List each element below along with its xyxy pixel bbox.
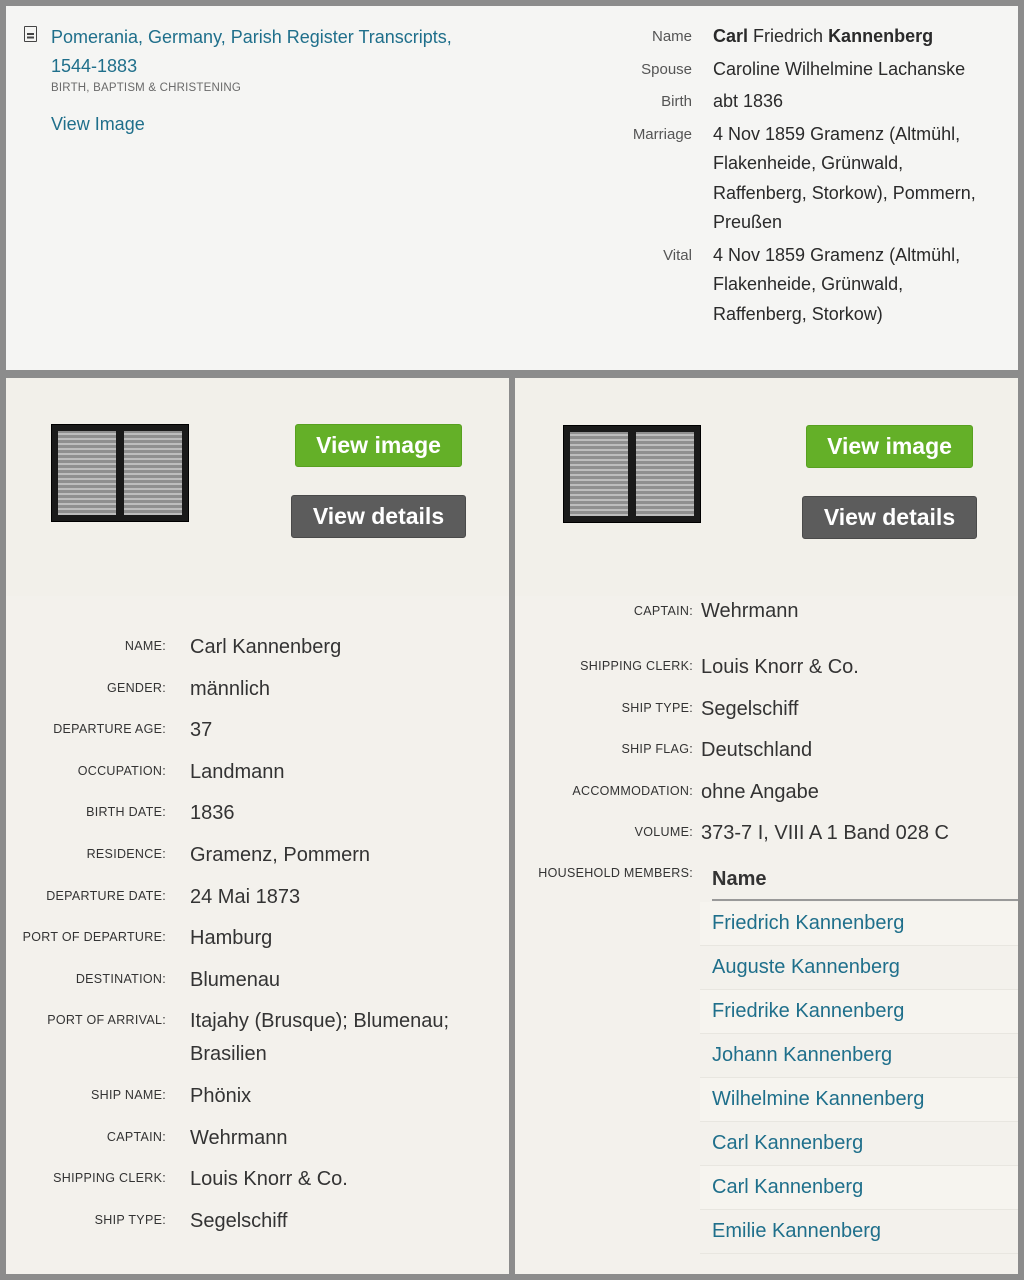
household-members-label: HOUSEHOLD MEMBERS: — [538, 866, 693, 880]
row-value: männlich — [190, 677, 271, 700]
row-label: OCCUPATION: — [77, 763, 166, 778]
row-label: SHIP FLAG: — [621, 742, 693, 756]
row-value: Wehrmann — [190, 1126, 288, 1149]
row-value: Carl Kannenberg — [190, 636, 342, 658]
row-value: Louis Knorr & Co. — [190, 1168, 348, 1191]
view-image-link[interactable]: View Image — [51, 114, 145, 134]
fact-value: 4 Nov 1859 Gramenz (Altmühl, Flakenheide, Grünwald, Raffenberg, Storkow), Pommern, Preußen — [713, 123, 976, 232]
row-label: SHIP TYPE: — [94, 1212, 166, 1227]
row-value: 1836 — [190, 802, 235, 825]
row-value: Louis Knorr & Co. — [701, 656, 859, 678]
name-first: Carl — [713, 26, 749, 46]
row-label: GENDER: — [106, 680, 166, 695]
row-label: RESIDENCE: — [86, 847, 166, 861]
row-label: DESTINATION: — [75, 971, 166, 986]
row-label: SHIP NAME: — [90, 1088, 166, 1102]
household-member-link[interactable]: Carl Kannenberg — [700, 1166, 1018, 1210]
row-label: SHIPPING CLERK: — [580, 659, 693, 673]
row-value: ohne Angabe — [701, 780, 819, 803]
row-label: DEPARTURE DATE: — [46, 888, 166, 903]
fact-value: abt 1836 — [713, 91, 784, 111]
row-label: VOLUME: — [634, 825, 693, 839]
name-middle: Friedrich — [753, 26, 824, 46]
collection-category: BIRTH, BAPTISM & CHRISTENING — [51, 82, 242, 94]
household-member-link[interactable]: Carl Kannenberg — [700, 1122, 1018, 1166]
fact-spouse — [572, 59, 1012, 85]
fact-label: Birth — [661, 93, 692, 110]
document-icon — [24, 26, 37, 42]
parish-register-record — [6, 6, 1018, 370]
row-label: ACCOMMODATION: — [572, 783, 693, 798]
household-name-header: Name — [712, 868, 1018, 901]
row-value: Deutschland — [701, 739, 813, 761]
row-value: Segelschiff — [190, 1209, 288, 1232]
row-value: Blumenau — [190, 968, 281, 991]
household-member-link[interactable]: Johann Kannenberg — [700, 1034, 1018, 1078]
fact-label: Marriage — [632, 125, 692, 143]
row-value: 373-7 I, VIII A 1 Band 028 C — [701, 822, 949, 844]
row-value: Landmann — [190, 760, 285, 783]
fact-vital — [572, 245, 1012, 330]
fact-marriage — [572, 124, 1012, 238]
row-value: Hamburg — [190, 927, 273, 950]
household-member-link[interactable]: Friedrike Kannenberg — [700, 990, 1018, 1034]
row-label: PORT OF ARRIVAL: — [47, 1013, 166, 1028]
view-details-button[interactable]: View details — [291, 495, 466, 538]
view-details-button[interactable]: View details — [802, 496, 977, 539]
row-value: Phönix — [190, 1085, 252, 1107]
record-image-thumbnail[interactable] — [51, 424, 189, 522]
row-label: SHIPPING CLERK: — [53, 1171, 166, 1186]
emigration-record-left — [6, 378, 509, 1274]
household-member-link[interactable]: Friedrich Kannenberg — [700, 902, 1018, 946]
row-value: Wehrmann — [701, 600, 799, 622]
row-label: NAME: — [124, 639, 166, 653]
fact-value: Caroline Wilhelmine Lachanske — [713, 58, 966, 79]
clipped-row — [515, 600, 1018, 628]
row-label: SHIP TYPE: — [621, 700, 693, 715]
fact-label: Name — [651, 28, 692, 45]
row-label: CAPTAIN: — [106, 1129, 166, 1144]
row-label: BIRTH DATE: — [86, 805, 166, 820]
name-last: Kannenberg — [828, 26, 934, 46]
household-members-list — [700, 902, 1018, 1254]
row-value: 24 Mai 1873 — [190, 885, 301, 908]
fact-label: Spouse — [641, 60, 692, 78]
row-label: PORT OF DEPARTURE: — [22, 930, 166, 945]
emigration-record-right — [515, 378, 1018, 1274]
row-value: Segelschiff — [701, 697, 799, 720]
row-value: 37 — [190, 719, 213, 742]
fact-name — [572, 26, 1012, 52]
collection-title-link[interactable]: Pomerania, Germany, Parish Register Transcripts, 1544-1883 — [51, 27, 452, 76]
household-member-link[interactable]: Auguste Kannenberg — [700, 946, 1018, 990]
fact-value — [713, 22, 998, 52]
fact-value: 4 Nov 1859 Gramenz (Altmühl, Flakenheide, Grünwald, Raffenberg, Storkow) — [713, 244, 961, 324]
view-image-button[interactable]: View image — [806, 425, 973, 468]
row-label: DEPARTURE AGE: — [53, 722, 166, 737]
row-label: CAPTAIN: — [633, 604, 693, 618]
view-image-button[interactable]: View image — [295, 424, 462, 467]
fact-label: Vital — [663, 246, 692, 264]
fact-birth — [572, 91, 1012, 117]
record-facts — [572, 26, 1012, 336]
household-member-link[interactable]: Emilie Kannenberg — [700, 1210, 1018, 1254]
record-image-thumbnail[interactable] — [563, 425, 701, 523]
household-member-link[interactable]: Wilhelmine Kannenberg — [700, 1078, 1018, 1122]
row-value: Gramenz, Pommern — [190, 844, 371, 866]
row-value: Itajahy (Brusque); Blumenau; Brasilien — [190, 1010, 450, 1066]
